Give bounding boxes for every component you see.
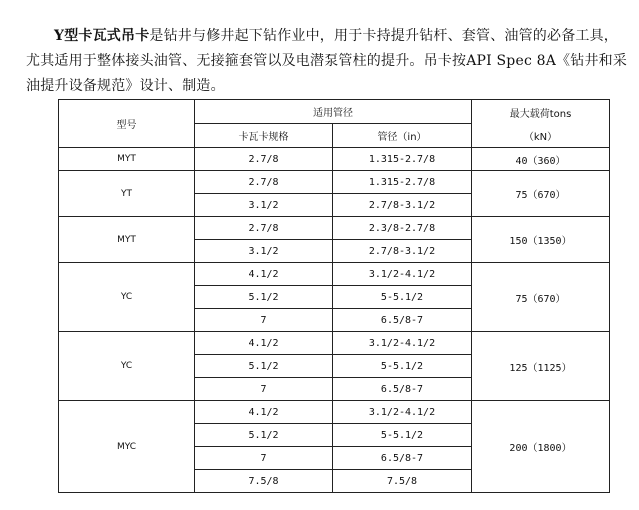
intro-text: 是钻井与修井起下钻作业中，用于卡持提升钻杆、套管、油管的必备工具，尤其适用于整体接头油管、无接箍套管以及电潜泵管柱的提升。吊卡按API Spec 8A《钻井和采油提升设备规范》设计、制造。 <box>26 28 628 94</box>
slip-spec-cell: 4.1/2 <box>195 401 333 424</box>
header-model: 型号 <box>59 100 195 148</box>
pipe-dia-cell: 2.3/8-2.7/8 <box>333 217 472 240</box>
header-max-load <box>472 100 610 148</box>
slip-spec-cell: 7 <box>195 309 333 332</box>
pipe-dia-cell: 7.5/8 <box>333 470 472 493</box>
pipe-dia-cell: 1.315-2.7/8 <box>333 171 472 194</box>
model-cell: MYC <box>59 401 195 493</box>
slip-spec-cell: 2.7/8 <box>195 217 333 240</box>
max-load-cell: 40（360） <box>472 148 610 171</box>
max-load-cell: 200（1800） <box>472 401 610 493</box>
pipe-dia-cell: 3.1/2-4.1/2 <box>333 263 472 286</box>
table-row <box>59 332 610 355</box>
header-pipe-group: 适用管径 <box>195 100 472 124</box>
slip-spec-cell: 5.1/2 <box>195 286 333 309</box>
slip-spec-cell: 5.1/2 <box>195 424 333 447</box>
header-slip-spec: 卡瓦卡规格 <box>195 124 333 148</box>
pipe-dia-cell: 5-5.1/2 <box>333 355 472 378</box>
pipe-dia-cell: 1.315-2.7/8 <box>333 148 472 171</box>
slip-spec-cell: 2.7/8 <box>195 171 333 194</box>
model-cell: MYT <box>59 217 195 263</box>
model-cell: MYT <box>59 148 195 171</box>
intro-lead: Y型卡瓦式吊卡 <box>54 28 150 44</box>
max-load-cell: 75（670） <box>472 263 610 332</box>
slip-spec-cell: 5.1/2 <box>195 355 333 378</box>
intro-paragraph <box>26 24 632 99</box>
table-row <box>59 401 610 424</box>
pipe-dia-cell: 5-5.1/2 <box>333 286 472 309</box>
slip-spec-cell: 2.7/8 <box>195 148 333 171</box>
table-row <box>59 263 610 286</box>
table-row <box>59 217 610 240</box>
pipe-dia-cell: 6.5/8-7 <box>333 378 472 401</box>
header-pipe-dia: 管径（in） <box>333 124 472 148</box>
pipe-dia-cell: 3.1/2-4.1/2 <box>333 332 472 355</box>
slip-spec-cell: 4.1/2 <box>195 332 333 355</box>
table-row <box>59 171 610 194</box>
header-max-load-unit: （kN） <box>523 131 558 143</box>
model-cell: YT <box>59 171 195 217</box>
table-body <box>59 148 610 493</box>
pipe-dia-cell: 2.7/8-3.1/2 <box>333 194 472 217</box>
slip-spec-cell: 3.1/2 <box>195 194 333 217</box>
slip-spec-cell: 4.1/2 <box>195 263 333 286</box>
slip-spec-cell: 7.5/8 <box>195 470 333 493</box>
pipe-dia-cell: 2.7/8-3.1/2 <box>333 240 472 263</box>
max-load-cell: 125（1125） <box>472 332 610 401</box>
table-row <box>59 148 610 171</box>
model-cell: YC <box>59 332 195 401</box>
pipe-dia-cell: 6.5/8-7 <box>333 309 472 332</box>
pipe-dia-cell: 6.5/8-7 <box>333 447 472 470</box>
pipe-dia-cell: 3.1/2-4.1/2 <box>333 401 472 424</box>
slip-spec-cell: 7 <box>195 378 333 401</box>
max-load-cell: 150（1350） <box>472 217 610 263</box>
slip-spec-cell: 3.1/2 <box>195 240 333 263</box>
model-cell: YC <box>59 263 195 332</box>
max-load-cell: 75（670） <box>472 171 610 217</box>
slip-spec-cell: 7 <box>195 447 333 470</box>
header-max-load-label: 最大载荷tons <box>509 108 572 120</box>
table-header <box>59 100 610 148</box>
elevator-spec-table <box>58 99 610 493</box>
pipe-dia-cell: 5-5.1/2 <box>333 424 472 447</box>
